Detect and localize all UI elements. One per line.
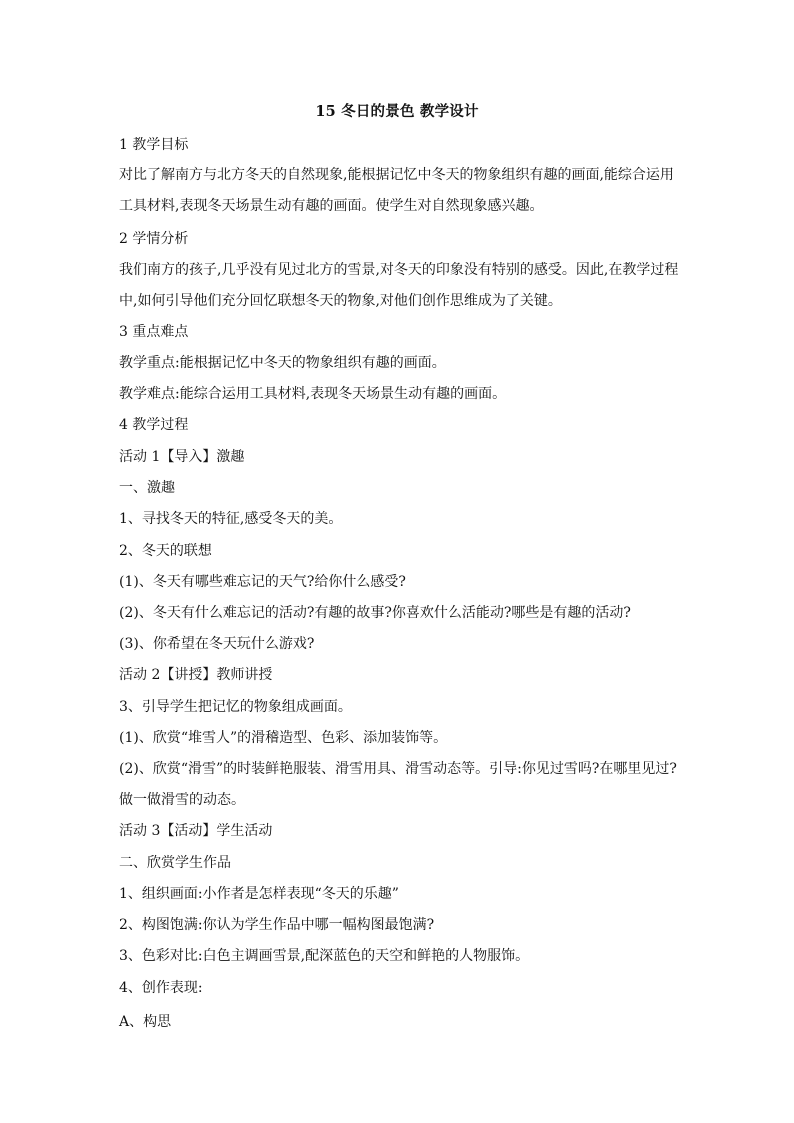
activity-heading: 活动 3【活动】学生活动	[119, 823, 273, 839]
paragraph-line: 1、寻找冬天的特征,感受冬天的美。	[119, 511, 343, 527]
section-heading-process: 4 教学过程	[119, 417, 189, 433]
activity-heading: 活动 1【导入】激趣	[119, 449, 245, 465]
section-heading-analysis: 2 学情分析	[119, 231, 189, 247]
paragraph-line: 工具材料,表现冬天场景生动有趣的画面。使学生对自然现象感兴趣。	[119, 198, 544, 214]
paragraph-line: (2)、冬天有什么难忘记的活动?有趣的故事?你喜欢什么活能动?哪些是有趣的活动?	[119, 605, 631, 621]
paragraph-line: (2)、欣赏“滑雪”的时装鲜艳服装、滑雪用具、滑雪动态等。引导:你见过雪吗?在哪里见过?	[119, 761, 677, 777]
paragraph-line: 二、欣赏学生作品	[119, 855, 231, 871]
paragraph-line: 一、激趣	[119, 480, 175, 496]
activity-heading: 活动 2【讲授】教师讲授	[119, 667, 273, 683]
paragraph-line: 对比了解南方与北方冬天的自然现象,能根据记忆中冬天的物象组织有趣的画面,能综合运用	[119, 167, 674, 183]
paragraph-line: 1、组织画面:小作者是怎样表现“冬天的乐趣”	[119, 886, 399, 902]
paragraph-line: 2、冬天的联想	[119, 543, 212, 559]
section-heading-objectives: 1 教学目标	[119, 137, 189, 153]
paragraph-line: 中,如何引导他们充分回忆联想冬天的物象,对他们创作思维成为了关键。	[119, 293, 562, 309]
paragraph-line: A、构思	[119, 1014, 172, 1030]
paragraph-line: 2、构图饱满:你认为学生作品中哪一幅构图最饱满?	[119, 917, 435, 933]
paragraph-line: 我们南方的孩子,几乎没有见过北方的雪景,对冬天的印象没有特别的感受。因此,在教学过程	[119, 262, 679, 278]
section-heading-key-points: 3 重点难点	[119, 324, 189, 340]
page-title: 15 冬日的景色 教学设计	[315, 103, 479, 120]
paragraph-line: (1)、欣赏“堆雪人”的滑稽造型、色彩、添加装饰等。	[119, 730, 448, 746]
paragraph-line: 教学难点:能综合运用工具材料,表现冬天场景生动有趣的画面。	[119, 386, 507, 402]
paragraph-line: 3、色彩对比:白色主调画雪景,配深蓝色的天空和鲜艳的人物服饰。	[119, 948, 530, 964]
paragraph-line: 4、创作表现:	[119, 980, 203, 996]
paragraph-line: 教学重点:能根据记忆中冬天的物象组织有趣的画面。	[119, 355, 446, 371]
paragraph-line: 做一做滑雪的动态。	[119, 792, 245, 808]
paragraph-line: (3)、你希望在冬天玩什么游戏?	[119, 636, 315, 652]
paragraph-line: 3、引导学生把记忆的物象组成画面。	[119, 699, 352, 715]
paragraph-line: (1)、冬天有哪些难忘记的天气?给你什么感受?	[119, 574, 406, 590]
